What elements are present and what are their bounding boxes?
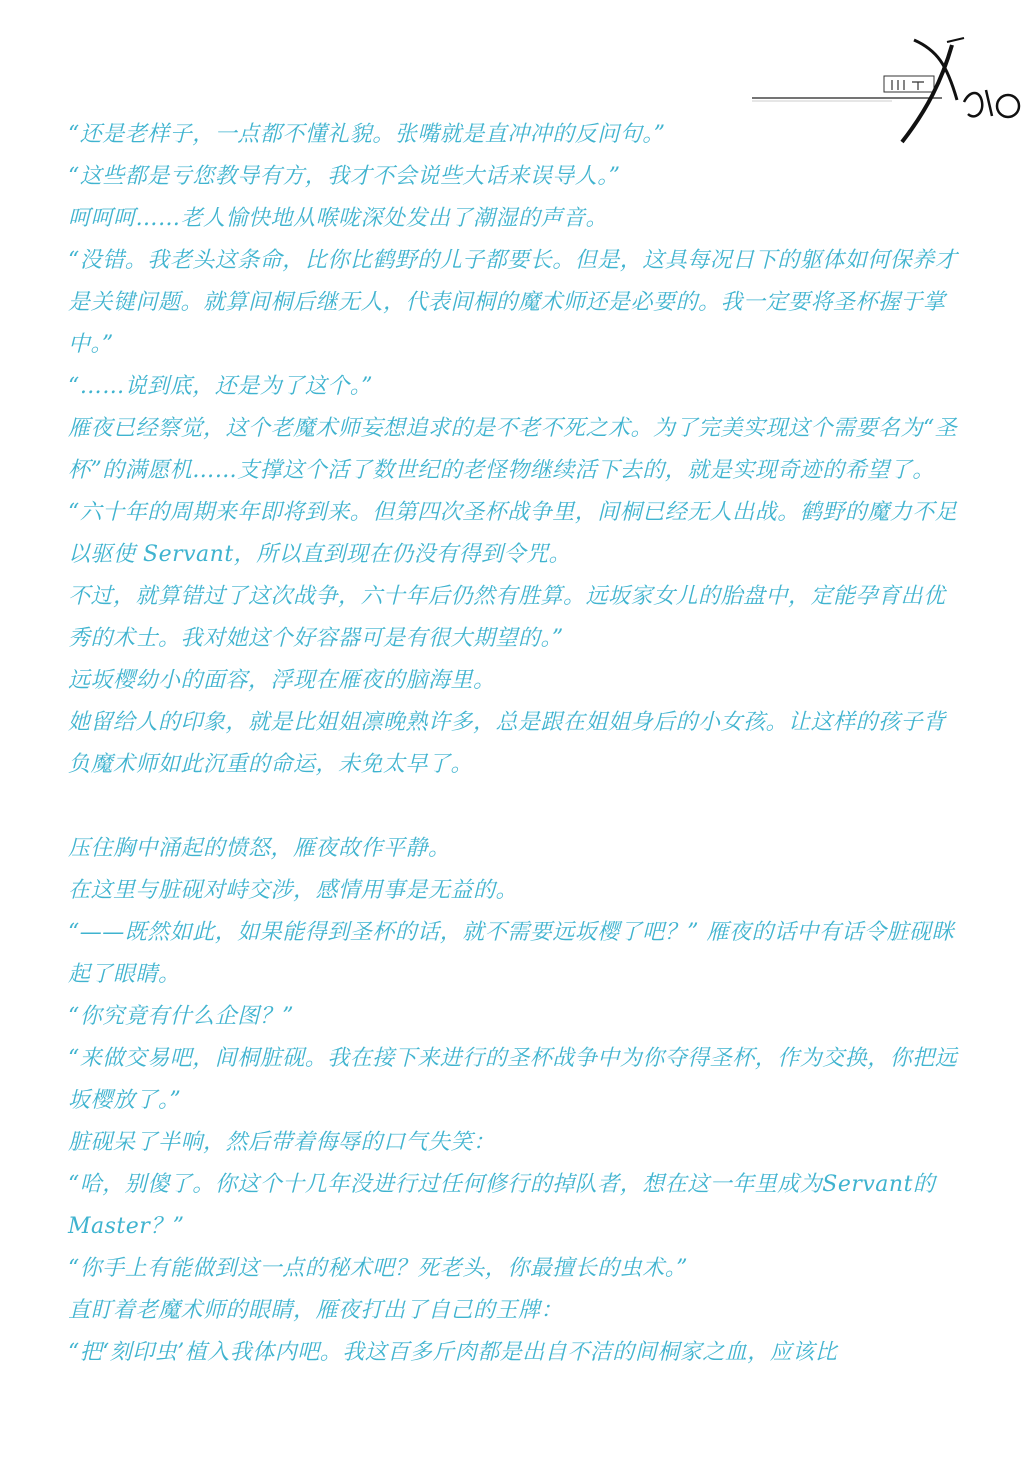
paragraph: “这些都是亏您教导有方，我才不会说些大话来误导人。”: [68, 164, 621, 189]
paragraph: 压住胸中涌起的愤怒，雁夜故作平静。: [68, 836, 451, 861]
section-break: [68, 786, 958, 828]
paragraph: 她留给人的印象，就是比姐姐凛晚熟许多，总是跟在姐姐身后的小女孩。让这样的孩子背负魔术师如此沉重的命运，未免太早了。: [68, 710, 946, 777]
paragraph: “哈，别傻了。你这个十几年没进行过任何修行的掉队者，想在这一年里成为Servant的 Master？”: [68, 1172, 936, 1239]
paragraph: “没错。我老头这条命，比你比鹤野的儿子都要长。但是，这具每况日下的躯体如何保养才是关键问题。就算间桐后继无人，代表间桐的魔术师还是必要的。我一定要将圣杯握于掌中。”: [68, 248, 958, 357]
paragraph: 脏砚呆了半响，然后带着侮辱的口气失笑：: [68, 1130, 496, 1155]
paragraph: “来做交易吧，间桐脏砚。我在接下来进行的圣杯战争中为你夺得圣杯，作为交换，你把远坂樱放了。”: [68, 1046, 958, 1113]
novel-text-body: [68, 114, 958, 1374]
paragraph: “六十年的周期来年即将到来。但第四次圣杯战争里，间桐已经无人出战。鹤野的魔力不足以驱使 Servant，所以直到现在仍没有得到令咒。: [68, 500, 958, 567]
paragraph: 在这里与脏砚对峙交涉，感情用事是无益的。: [68, 878, 519, 903]
paragraph: 远坂樱幼小的面容，浮现在雁夜的脑海里。: [68, 668, 496, 693]
paragraph: “把‘刻印虫’植入我体内吧。我这百多斤肉都是出自不洁的间桐家之血，应该比: [68, 1340, 838, 1365]
paragraph: 雁夜已经察觉，这个老魔术师妄想追求的是不老不死之术。为了完美实现这个需要名为“圣杯”的满愿机……支撑这个活了数世纪的老怪物继续活下去的，就是实现奇迹的希望了。: [68, 416, 958, 483]
paragraph: “你究竟有什么企图？”: [68, 1004, 294, 1029]
paragraph: “……说到底，还是为了这个。”: [68, 374, 373, 399]
paragraph: 呵呵呵……老人愉快地从喉咙深处发出了潮湿的声音。: [68, 206, 609, 231]
paragraph: “你手上有能做到这一点的秘术吧？死老头，你最擅长的虫术。”: [68, 1256, 688, 1281]
paragraph: “——既然如此，如果能得到圣杯的话，就不需要远坂樱了吧？” 雁夜的话中有话令脏砚眯起了眼睛。: [68, 920, 954, 987]
paragraph: “还是老样子，一点都不懂礼貌。张嘴就是直冲冲的反问句。”: [68, 122, 666, 147]
paragraph: 直盯着老魔术师的眼睛，雁夜打出了自己的王牌：: [68, 1298, 564, 1323]
paragraph: 不过，就算错过了这次战争，六十年后仍然有胜算。远坂家女儿的胎盘中，定能孕育出优秀的术士。我对她这个好容器可是有很大期望的。”: [68, 584, 946, 651]
